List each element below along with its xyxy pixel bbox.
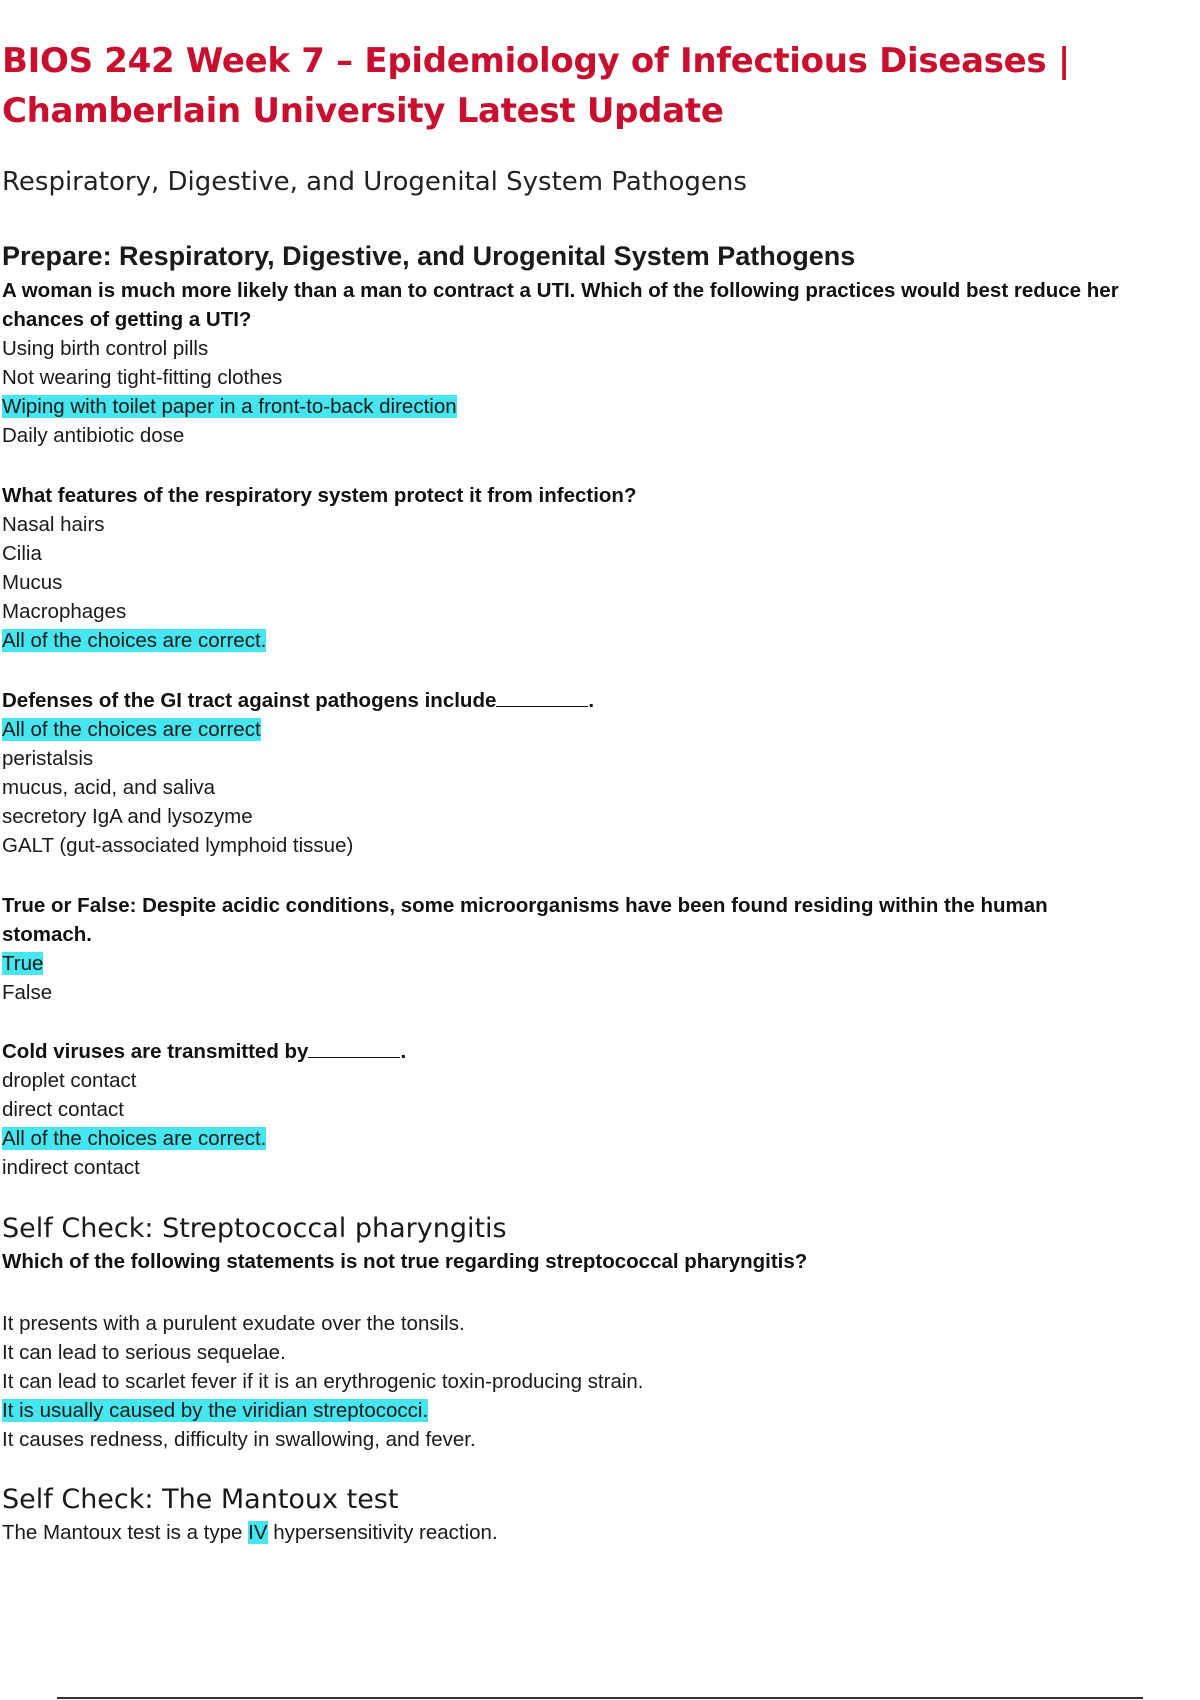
prepare-section — [2, 238, 1198, 450]
strep-option: It causes redness, difficulty in swallowing, and fever. — [2, 1428, 476, 1451]
question-4-answer-highlight: True — [2, 952, 44, 975]
question-1-option: Using birth control pills — [2, 337, 209, 360]
question-3-option: secretory IgA and lysozyme — [2, 805, 253, 828]
question-4-block — [2, 891, 1198, 1007]
question-2-block — [2, 481, 1198, 655]
question-1-answer-highlight: Wiping with toilet paper in a front-to-back direction — [2, 395, 457, 418]
strep-option: It presents with a purulent exudate over the tonsils. — [2, 1312, 465, 1335]
strep-question: Which of the following statements is not true regarding streptococcal pharyngitis? — [2, 1250, 808, 1273]
fill-in-blank — [496, 688, 588, 707]
mantoux-text-after: hypersensitivity reaction. — [267, 1521, 498, 1544]
question-3-text: Defenses of the GI tract against pathogens include — [2, 689, 497, 712]
document-title: BIOS 242 Week 7 – Epidemiology of Infectious Diseases | Chamberlain University Latest Update — [2, 41, 1070, 131]
question-1-line-1: A woman is much more likely than a man to contract a UTI. Which of the following practices would best reduce her — [2, 279, 1119, 302]
prepare-heading: Prepare: Respiratory, Digestive, and Urogenital System Pathogens — [2, 241, 856, 271]
question-3-answer-highlight: All of the choices are correct — [2, 718, 261, 741]
strep-option: It can lead to scarlet fever if it is an erythrogenic toxin-producing strain. — [2, 1370, 644, 1393]
question-5-answer-highlight: All of the choices are correct. — [2, 1127, 267, 1150]
strep-options — [2, 1309, 1198, 1454]
question-2-option: Nasal hairs — [2, 513, 105, 536]
question-5-text: Cold viruses are transmitted by — [2, 1040, 309, 1063]
question-1-line-2: chances of getting a UTI? — [2, 308, 252, 331]
fill-in-blank — [308, 1039, 400, 1058]
question-4-line-2: stomach. — [2, 923, 92, 946]
strep-section — [2, 1211, 1198, 1276]
mantoux-section — [2, 1482, 1198, 1547]
question-4-line-1: True or False: Despite acidic conditions, some microorganisms have been found residing within the human — [2, 894, 1048, 917]
question-5-option: direct contact — [2, 1098, 124, 1121]
question-2-answer-highlight: All of the choices are correct. — [2, 629, 267, 652]
question-3-block — [2, 686, 1198, 860]
question-2-text: What features of the respiratory system protect it from infection? — [2, 484, 637, 507]
mantoux-answer-highlight: IV — [248, 1521, 268, 1544]
question-3-option: peristalsis — [2, 747, 94, 770]
question-2-option: Cilia — [2, 542, 42, 565]
question-2-option: Mucus — [2, 571, 63, 594]
question-1-option: Not wearing tight-fitting clothes — [2, 366, 283, 389]
question-5-option: droplet contact — [2, 1069, 137, 1092]
question-2-option: Macrophages — [2, 600, 127, 623]
question-5-option: indirect contact — [2, 1156, 140, 1179]
question-5-period: . — [400, 1040, 407, 1063]
question-3-option: mucus, acid, and saliva — [2, 776, 216, 799]
footer-divider — [57, 1697, 1143, 1699]
document-subtitle: Respiratory, Digestive, and Urogenital System Pathogens — [2, 167, 747, 197]
question-4-option: False — [2, 981, 53, 1004]
question-3-period: . — [588, 689, 595, 712]
strep-heading: Self Check: Streptococcal pharyngitis — [2, 1213, 507, 1244]
strep-answer-highlight: It is usually caused by the viridian streptococci. — [2, 1399, 429, 1422]
question-1-option: Daily antibiotic dose — [2, 424, 185, 447]
question-3-option: GALT (gut-associated lymphoid tissue) — [2, 834, 354, 857]
question-5-block — [2, 1037, 1198, 1182]
mantoux-text-before: The Mantoux test is a type — [2, 1521, 249, 1544]
strep-option: It can lead to serious sequelae. — [2, 1341, 286, 1364]
mantoux-heading: Self Check: The Mantoux test — [2, 1484, 399, 1515]
